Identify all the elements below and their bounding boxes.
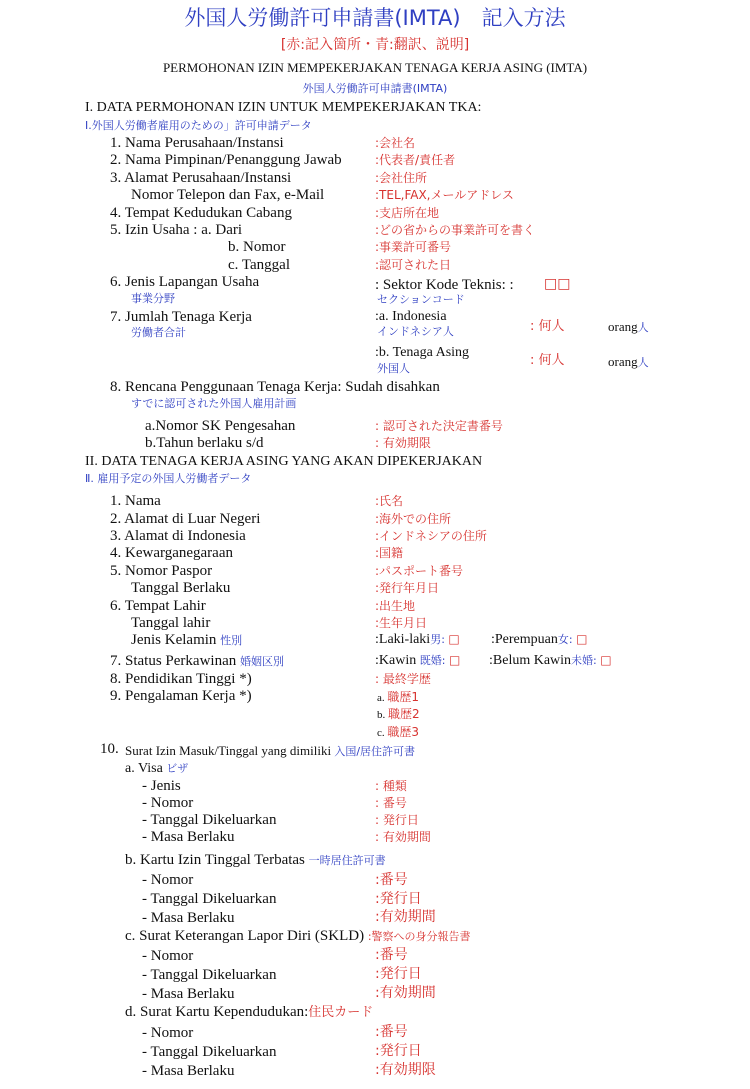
visa-label: a. Visa ビザ: [125, 761, 189, 776]
s2-gender-male: :Laki-laki男: □: [375, 632, 460, 647]
s1-item2-value: :代表者/責任者: [375, 153, 456, 167]
s1-item7-a-jp: インドネシア人: [377, 325, 454, 338]
ktp-row-value: :番号: [375, 1024, 408, 1040]
female-checkbox[interactable]: □: [576, 632, 588, 646]
s2-item8-label: 8. Pendidikan Tinggi *): [110, 671, 252, 687]
s2-item9-a: a. 職歴1: [377, 690, 420, 704]
document-title: 外国人労働許可申請書(IMTA) 記入方法: [184, 6, 566, 30]
s2-gender-female: :Perempuan女: □: [491, 632, 588, 647]
s2-item5-value2: :発行年月日: [375, 581, 440, 595]
s2-item8-value: : 最終学歴: [375, 672, 431, 686]
s1-item3-label: 3. Alamat Perusahaan/Instansi: [110, 170, 292, 186]
s1-item2-label: 2. Nama Pimpinan/Penanggung Jawab: [110, 152, 342, 168]
s1-item5-c-value: :認可された日: [375, 258, 452, 272]
visa-row-value: : 種類: [375, 779, 407, 793]
ktp-row-label: - Tanggal Dikeluarkan: [142, 1044, 277, 1060]
visa-row-label: - Masa Berlaku: [142, 829, 235, 845]
s2-item9-c: c. 職歴3: [377, 725, 420, 739]
kitas-row-label: - Nomor: [142, 872, 194, 888]
skld-row-label: - Masa Berlaku: [142, 986, 235, 1002]
s2-item4-value: :国籍: [375, 546, 404, 560]
s2-item9-label: 9. Pengalaman Kerja *): [110, 688, 252, 704]
s1-item7-b-jp: 外国人: [377, 362, 410, 375]
s1-item7-a-value: : 何人: [530, 319, 565, 334]
ktp-row-value: :発行日: [375, 1043, 422, 1059]
s2-item5-value: :パスポート番号: [375, 564, 464, 578]
kitas-row-label: - Masa Berlaku: [142, 910, 235, 926]
visa-row-value: : 有効期間: [375, 830, 431, 844]
color-legend: [赤:記入箇所・青:翻訳、説明]: [280, 37, 470, 53]
s1-item6-sector-jp: セクションコード: [377, 293, 465, 306]
s1-item5-c-label: c. Tanggal: [228, 257, 290, 273]
s2-item5-label: 5. Nomor Paspor: [110, 563, 213, 579]
s2-item6-label2: Tanggal lahir: [131, 615, 211, 631]
s1-item5-b-value: :事業許可番号: [375, 240, 452, 254]
s2-item2-value: :海外での住所: [375, 512, 452, 526]
s1-item7-a-label: :a. Indonesia: [375, 309, 447, 324]
s1-item8-label-jp: すでに認可された外国人雇用計画: [131, 397, 297, 410]
skld-label: c. Surat Keterangan Lapor Diri (SKLD) :警察への身分報告書: [125, 928, 471, 944]
ktp-row-value: :有効期限: [375, 1062, 436, 1078]
japanese-title: 外国人労働許可申請書(IMTA): [302, 82, 448, 95]
s1-item4-label: 4. Tempat Kedudukan Cabang: [110, 205, 292, 221]
s2-item6-value: :出生地: [375, 599, 416, 613]
s1-item8-year-value: : 有効期限: [375, 436, 431, 450]
s2-item3-label: 3. Alamat di Indonesia: [110, 528, 246, 544]
s2-item5-label2: Tanggal Berlaku: [131, 580, 231, 596]
section1-heading-jp: Ⅰ.外国人労働者雇用のための」許可申請データ: [85, 119, 312, 132]
s2-item6-label: 6. Tempat Lahir: [110, 598, 206, 614]
skld-row-value: :有効期間: [375, 985, 436, 1001]
kitas-label: b. Kartu Izin Tinggal Terbatas 一時居住許可書: [125, 852, 386, 868]
s1-item7-b-value: : 何人: [530, 353, 565, 368]
visa-row-label: - Nomor: [142, 795, 194, 811]
kitas-row-label: - Tanggal Dikeluarkan: [142, 891, 277, 907]
skld-row-value: :番号: [375, 947, 408, 963]
s1-item1-label: 1. Nama Perusahaan/Instansi: [110, 135, 284, 151]
indonesian-title: PERMOHONAN IZIN MEMPEKERJAKAN TENAGA KERJA ASING (IMTA): [162, 60, 588, 75]
s1-item7-label-jp: 労働者合計: [131, 326, 186, 339]
section1-heading: I. DATA PERMOHONAN IZIN UNTUK MEMPEKERJAKAN TKA:: [85, 100, 482, 115]
s2-item10-label: Surat Izin Masuk/Tinggal yang dimiliki 入国/居住許可書: [125, 743, 416, 758]
s1-item5-value: :どの省からの事業許可を書く: [375, 223, 536, 237]
visa-row-value: : 番号: [375, 796, 407, 810]
s1-item7-label: 7. Jumlah Tenaga Kerja: [110, 309, 252, 325]
s1-item3-value2: :TEL,FAX,メールアドレス: [375, 188, 514, 202]
s1-item8-sk-value: : 認可された決定書番号: [375, 419, 503, 433]
s2-marital-single: :Belum Kawin未婚: □: [489, 653, 612, 668]
s1-item7-a-unit: orang人: [608, 319, 649, 334]
s2-item9-b: b. 職歴2: [377, 707, 420, 721]
visa-row-label: - Jenis: [142, 778, 181, 794]
married-checkbox[interactable]: □: [448, 653, 461, 667]
s1-item8-sk-label: a.Nomor SK Pengesahan: [145, 418, 296, 434]
s2-item10-number: 10.: [100, 741, 119, 757]
male-checkbox[interactable]: □: [448, 632, 460, 646]
s1-item8-label: 8. Rencana Penggunaan Tenaga Kerja: Sudah disahkan: [110, 379, 440, 395]
skld-row-label: - Nomor: [142, 948, 194, 964]
ktp-row-label: - Nomor: [142, 1025, 194, 1041]
kitas-row-value: :有効期間: [375, 909, 436, 925]
s2-item1-label: 1. Nama: [110, 493, 161, 509]
s1-item7-b-label: :b. Tenaga Asing: [375, 345, 470, 360]
section2-heading-jp: Ⅱ. 雇用予定の外国人労働者データ: [85, 472, 252, 485]
s1-item5-b-label: b. Nomor: [228, 239, 286, 255]
skld-row-value: :発行日: [375, 966, 422, 982]
s1-item6-sector: : Sektor Kode Teknis: :: [375, 277, 514, 293]
s2-gender-label: Jenis Kelamin 性別: [131, 632, 243, 648]
visa-row-label: - Tanggal Dikeluarkan: [142, 812, 277, 828]
s2-item7-label: 7. Status Perkawinan 婚姻区別: [110, 653, 284, 669]
s2-item1-value: :氏名: [375, 494, 404, 508]
skld-row-label: - Tanggal Dikeluarkan: [142, 967, 277, 983]
s2-marital-married: :Kawin 既婚: □: [375, 653, 461, 668]
s2-item4-label: 4. Kewarganegaraan: [110, 545, 233, 561]
kitas-row-value: :発行日: [375, 891, 422, 907]
visa-row-value: : 発行日: [375, 813, 419, 827]
s1-item3-value: :会社住所: [375, 171, 428, 185]
s1-item6-label: 6. Jenis Lapangan Usaha: [110, 274, 260, 290]
s1-item3-label2: Nomor Telepon dan Fax, e-Mail: [131, 187, 325, 203]
ktp-label: d. Surat Kartu Kependudukan:住民カード: [125, 1004, 374, 1020]
s1-item7-b-unit: orang人: [608, 354, 649, 369]
s2-item6-value2: :生年月日: [375, 616, 428, 630]
single-checkbox[interactable]: □: [600, 653, 612, 667]
kitas-row-value: :番号: [375, 872, 408, 888]
s1-item6-label-jp: 事業分野: [131, 292, 175, 305]
s1-item4-value: :支店所在地: [375, 206, 440, 220]
s2-item3-value: :インドネシアの住所: [375, 529, 487, 543]
s1-item5-label: 5. Izin Usaha : a. Dari: [110, 222, 243, 238]
section2-heading: II. DATA TENAGA KERJA ASING YANG AKAN DIPEKERJAKAN: [85, 454, 483, 469]
s1-item1-value: :会社名: [375, 136, 416, 150]
ktp-row-label: - Masa Berlaku: [142, 1063, 235, 1079]
s2-item2-label: 2. Alamat di Luar Negeri: [110, 511, 261, 527]
s1-item8-year-label: b.Tahun berlaku s/d: [145, 435, 264, 451]
s1-item6-boxes: □□: [544, 276, 571, 292]
